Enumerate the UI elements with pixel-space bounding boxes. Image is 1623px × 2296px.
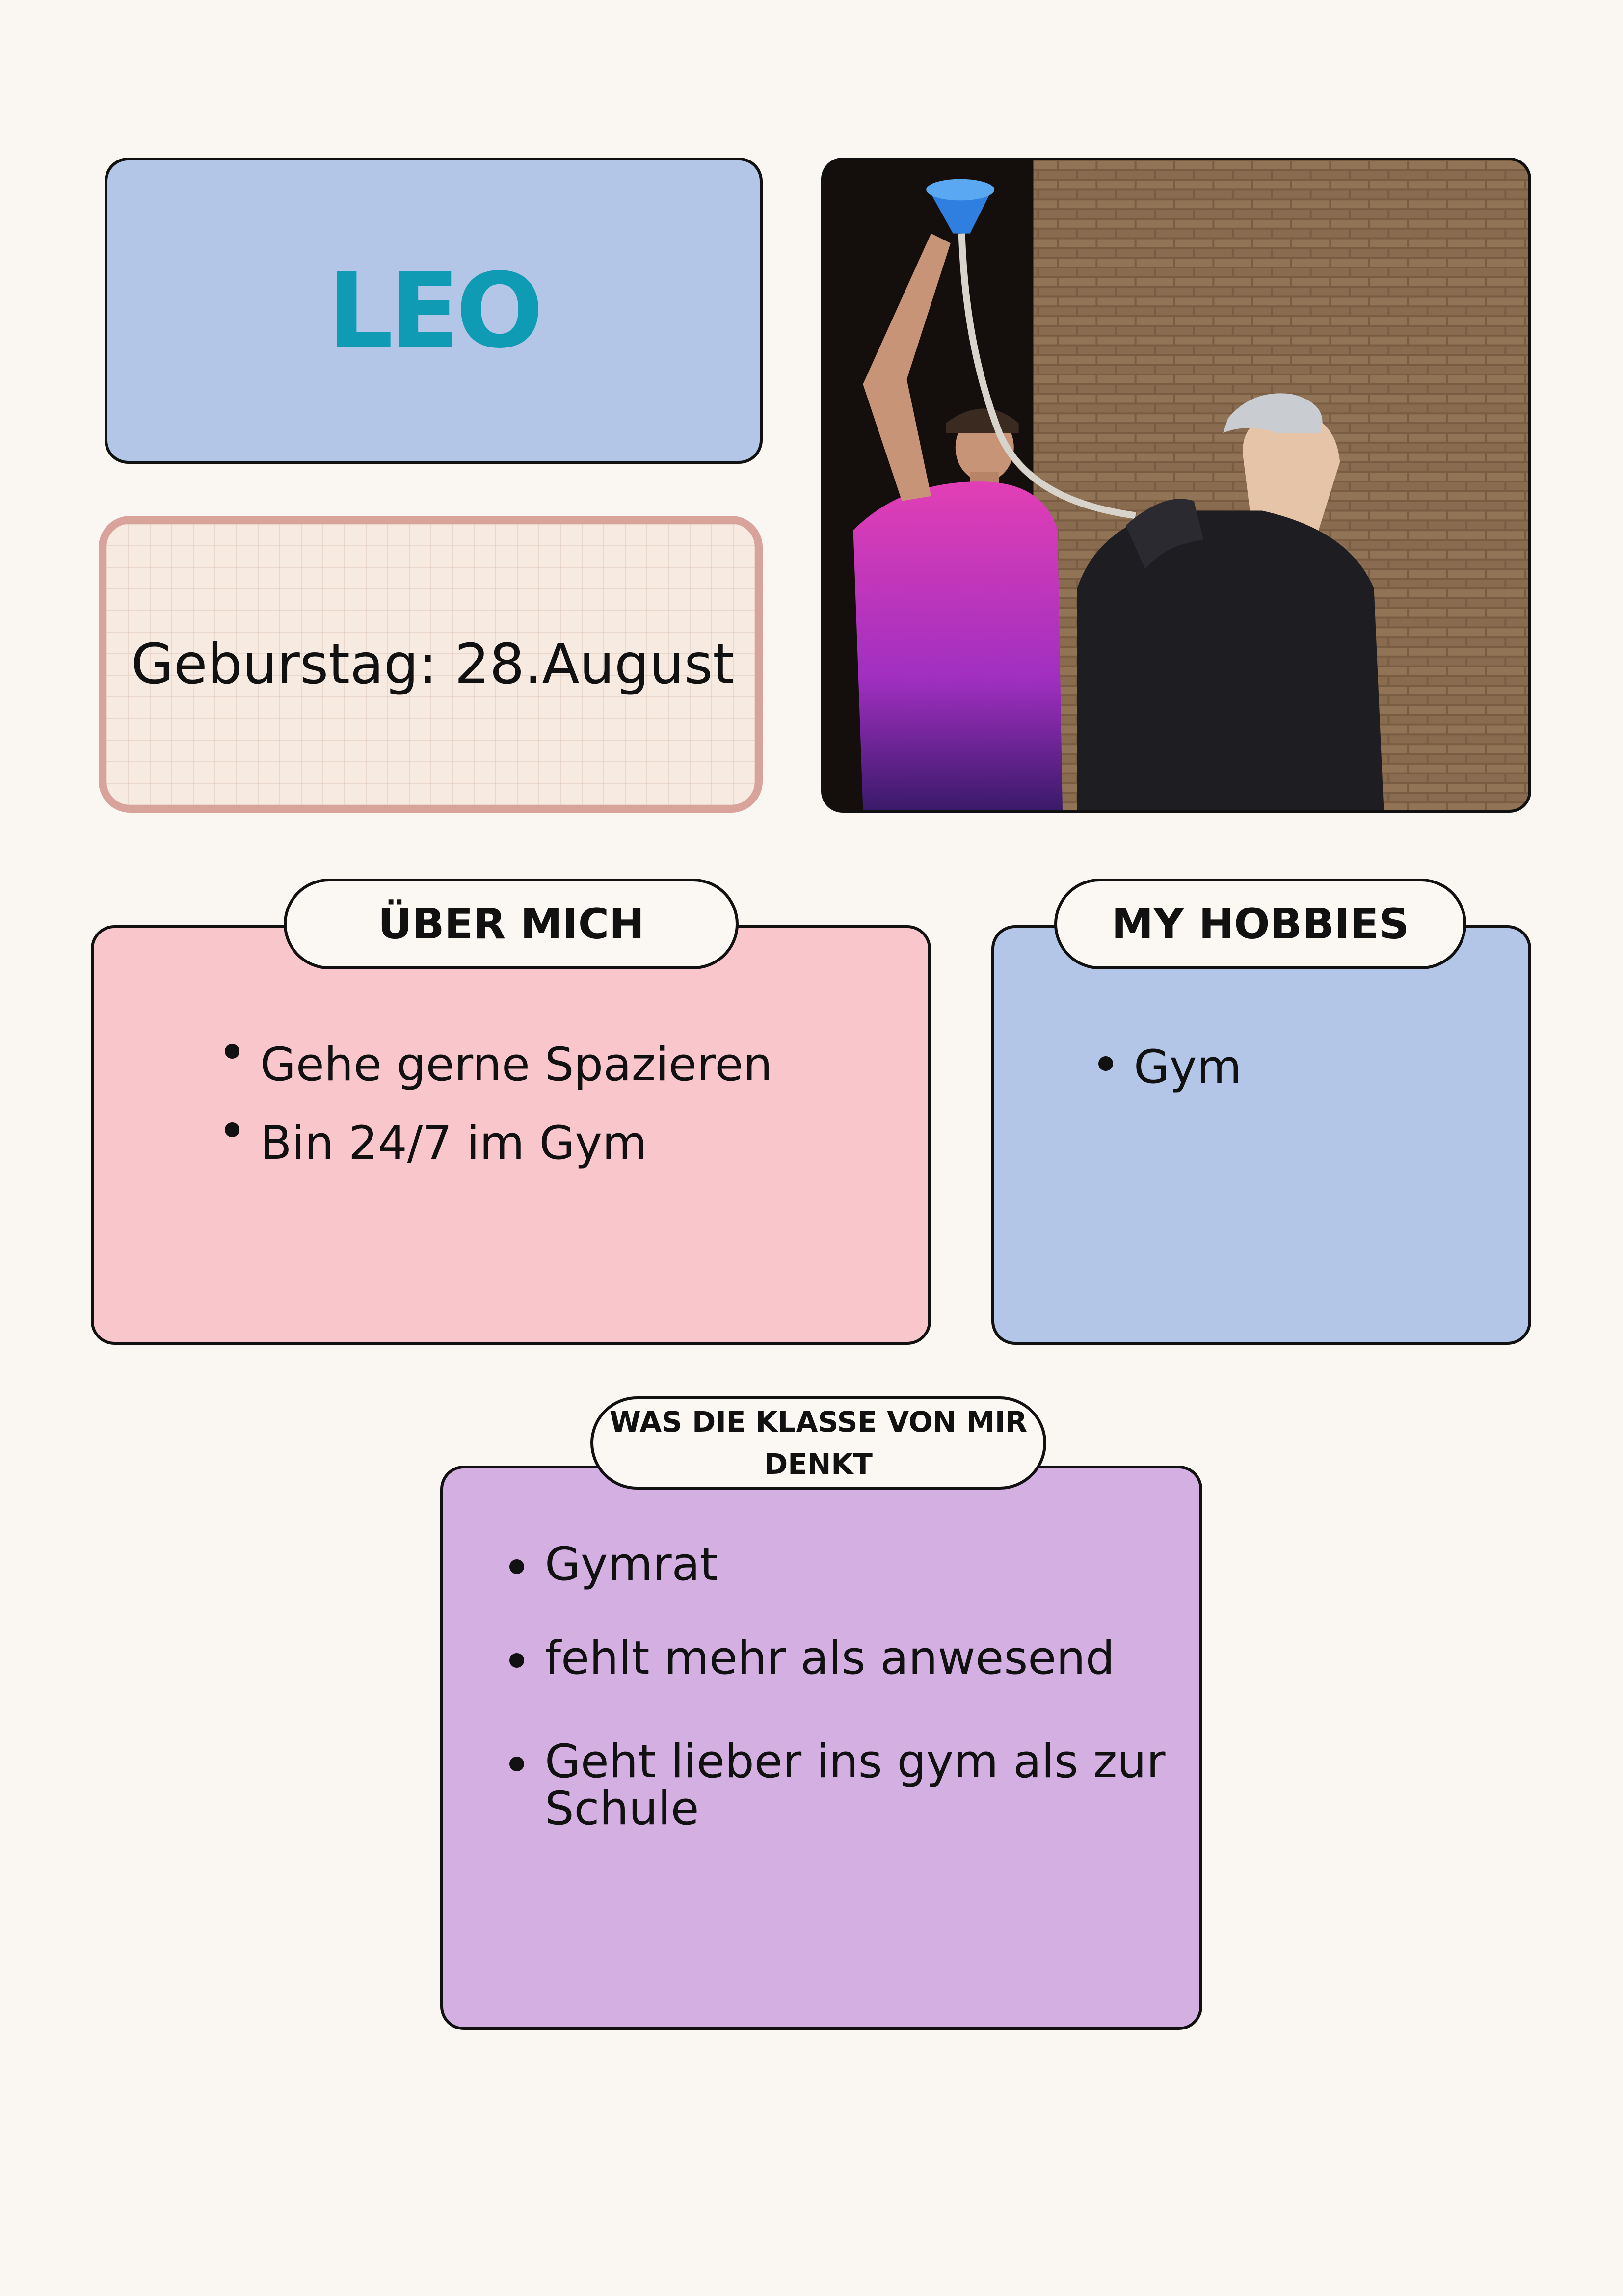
hobbies-list — [1094, 1038, 1517, 1097]
class-opinion-title: WAS DIE KLASSE VON MIR DENKT — [590, 1396, 1046, 1490]
about-title: ÜBER MICH — [284, 879, 739, 969]
list-item: Bin 24/7 im Gym — [221, 1104, 918, 1183]
name-card — [105, 158, 763, 464]
class-opinion-list — [506, 1538, 1193, 1879]
birthday-text: Geburstag: 28.August — [131, 632, 735, 696]
profile-name: LEO — [327, 250, 540, 371]
list-item: fehlt mehr als anwesend — [506, 1635, 1193, 1682]
list-item: Geht lieber ins gym als zur Schule — [506, 1738, 1193, 1833]
about-list — [221, 1026, 918, 1183]
hobbies-title: MY HOBBIES — [1054, 879, 1466, 969]
profile-photo — [821, 158, 1531, 813]
photo-illustration — [824, 160, 1528, 810]
list-item: Gym — [1094, 1038, 1517, 1097]
hobbies-card — [991, 925, 1531, 1345]
birthday-card — [99, 516, 763, 813]
list-item: Gymrat — [506, 1541, 1193, 1588]
list-item: Gehe gerne Spazieren — [221, 1026, 918, 1104]
